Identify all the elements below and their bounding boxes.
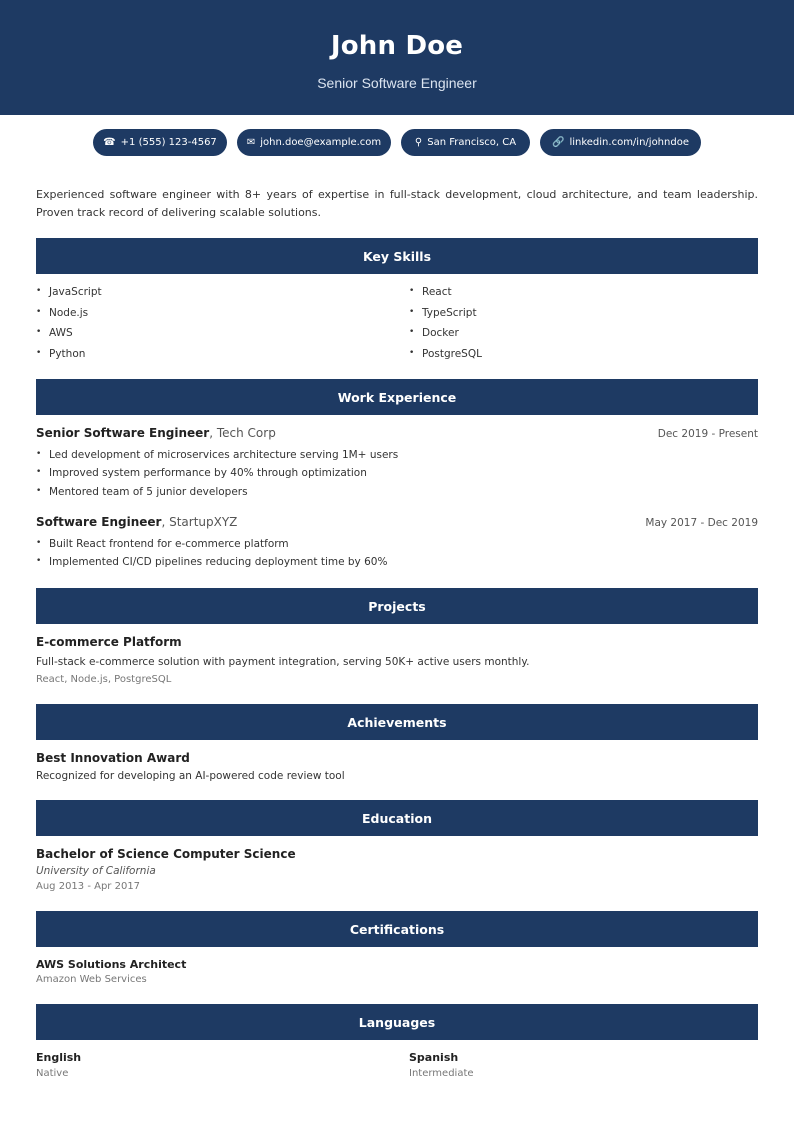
job-dates: May 2017 - Dec 2019: [645, 517, 758, 529]
linkedin-text: linkedin.com/in/johndoe: [569, 137, 689, 148]
candidate-title: Senior Software Engineer: [317, 75, 477, 91]
contact-bar: [0, 129, 794, 156]
email-text: john.doe@example.com: [260, 137, 382, 148]
resume-header: [0, 0, 794, 115]
job-heading: [36, 426, 276, 440]
job-company: , Tech Corp: [209, 426, 276, 440]
section-header-achievements: Achievements: [36, 704, 758, 740]
section-header-education: Education: [36, 800, 758, 836]
education-school: University of California: [36, 865, 156, 877]
job-role: Senior Software Engineer: [36, 426, 210, 440]
location-text: San Francisco, CA: [427, 137, 517, 148]
professional-summary: Experienced software engineer with 8+ years of expertise in full-stack development, cloud architecture, and team leadership. Proven track record of delivering scalable solutions.: [36, 188, 758, 219]
skill-item: • Node.js: [49, 307, 88, 319]
language-name: Spanish: [409, 1051, 459, 1064]
section-header-certifications: Certifications: [36, 911, 758, 947]
achievement-description: Recognized for developing an AI-powered code review tool: [36, 770, 345, 782]
section-header-languages: Languages: [36, 1004, 758, 1040]
phone-pill[interactable]: [93, 129, 227, 156]
location-pill[interactable]: [401, 129, 530, 156]
section-header-projects: Projects: [36, 588, 758, 624]
phone-text: +1 (555) 123-4567: [120, 137, 217, 148]
skill-item: • JavaScript: [49, 286, 102, 298]
language-level: Native: [36, 1068, 69, 1079]
language-name: English: [36, 1051, 82, 1064]
skill-item: • PostgreSQL: [422, 348, 482, 360]
achievement-title: Best Innovation Award: [36, 751, 190, 765]
job-dates: Dec 2019 - Present: [657, 428, 758, 440]
job-heading: [36, 515, 237, 529]
skill-item: • TypeScript: [422, 307, 477, 319]
job-bullet: • Implemented CI/CD pipelines reducing deployment time by 60%: [49, 556, 387, 568]
project-name: E-commerce Platform: [36, 635, 182, 649]
mail-icon: ✉: [246, 137, 256, 148]
skill-item: • Python: [49, 348, 85, 360]
skill-item: • Docker: [422, 327, 459, 339]
link-icon: 🔗: [552, 137, 565, 148]
job-bullet: • Built React frontend for e-commerce platform: [49, 538, 289, 550]
phone-icon: ☎: [103, 137, 116, 148]
section-header-experience: Work Experience: [36, 379, 758, 415]
email-pill[interactable]: [237, 129, 391, 156]
job-role: Software Engineer: [36, 515, 162, 529]
job-bullet: • Mentored team of 5 junior developers: [49, 486, 248, 498]
candidate-name: John Doe: [330, 31, 464, 61]
education-degree: Bachelor of Science Computer Science: [36, 847, 296, 861]
job-company: , StartupXYZ: [161, 515, 238, 529]
project-description: Full-stack e-commerce solution with payment integration, serving 50K+ active users monthly.: [36, 656, 530, 668]
language-level: Intermediate: [409, 1068, 474, 1079]
job-bullet: • Improved system performance by 40% through optimization: [49, 467, 367, 479]
linkedin-pill[interactable]: [540, 129, 701, 156]
job-bullet: • Led development of microservices architecture serving 1M+ users: [49, 449, 398, 461]
project-tech: React, Node.js, PostgreSQL: [36, 674, 172, 685]
section-header-skills: Key Skills: [36, 238, 758, 274]
skill-item: • React: [422, 286, 452, 298]
certification-issuer: Amazon Web Services: [36, 974, 147, 985]
skill-item: • AWS: [49, 327, 73, 339]
education-dates: Aug 2013 - Apr 2017: [36, 881, 141, 892]
certification-name: AWS Solutions Architect: [36, 958, 187, 971]
location-pin-icon: ⚲: [414, 137, 423, 148]
